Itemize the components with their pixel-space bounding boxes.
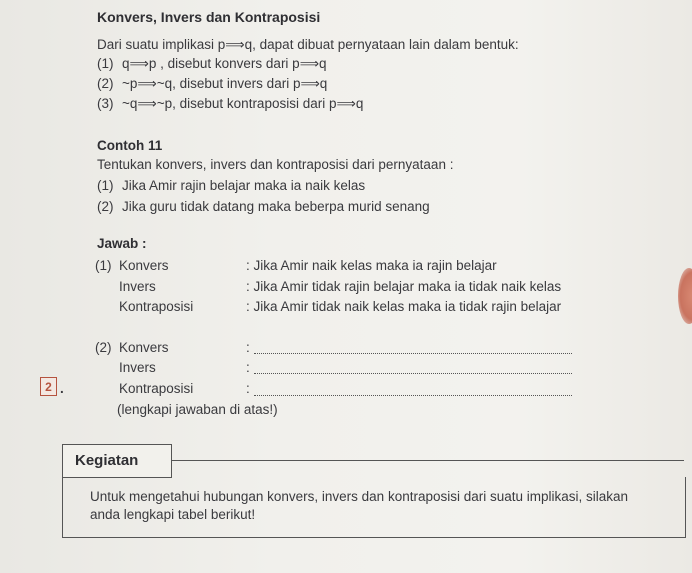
form-item-num: (3) bbox=[97, 96, 114, 111]
answer-label-kontraposisi: Kontraposisi bbox=[119, 381, 194, 396]
fill-in-line-konvers[interactable] bbox=[254, 353, 572, 354]
intro-text: Dari suatu implikasi p⟹q, dapat dibuat pernyataan lain dalam bentuk: bbox=[97, 37, 519, 52]
answer-colon: : bbox=[246, 340, 250, 355]
answer-part1-num: (1) bbox=[95, 258, 112, 273]
form-item-text: ~p⟹~q, disebut invers dari p⟹q bbox=[122, 76, 328, 91]
example-title: Contoh 11 bbox=[97, 138, 163, 153]
answer-value-invers: : Jika Amir tidak rajin belajar maka ia tidak naik kelas bbox=[246, 279, 562, 294]
answer-title: Jawab : bbox=[97, 236, 147, 251]
example-statement-text: Jika guru tidak datang maka beberpa murid senang bbox=[122, 199, 430, 214]
fill-in-line-invers[interactable] bbox=[254, 373, 572, 374]
form-item-text: ~q⟹~p, disebut kontraposisi dari p⟹q bbox=[122, 96, 364, 111]
example-statement-text: Jika Amir rajin belajar maka ia naik kelas bbox=[122, 178, 366, 193]
answer-label-konvers: Konvers bbox=[119, 258, 169, 273]
activity-title: Kegiatan bbox=[75, 452, 139, 469]
answer-value-kontraposisi: : Jika Amir tidak naik kelas maka ia tidak rajin belajar bbox=[246, 299, 562, 314]
example-statement-num: (2) bbox=[97, 199, 114, 214]
answer-part2-num: (2) bbox=[95, 340, 112, 355]
fill-in-line-kontraposisi[interactable] bbox=[254, 395, 572, 396]
answer-value-konvers: : Jika Amir naik kelas maka ia rajin belajar bbox=[246, 258, 497, 273]
complete-instruction: (lengkapi jawaban di atas!) bbox=[117, 402, 278, 417]
answer-label-konvers: Konvers bbox=[119, 340, 169, 355]
form-item-text: q⟹p , disebut konvers dari p⟹q bbox=[122, 56, 327, 71]
answer-colon: : bbox=[246, 381, 250, 396]
activity-divider bbox=[172, 460, 684, 461]
answer-label-invers: Invers bbox=[119, 360, 156, 375]
form-item-num: (1) bbox=[97, 56, 114, 71]
answer-label-kontraposisi: Kontraposisi bbox=[119, 299, 194, 314]
example-statement-num: (1) bbox=[97, 178, 114, 193]
form-item-num: (2) bbox=[97, 76, 114, 91]
finger-edge bbox=[678, 268, 692, 324]
example-instruction: Tentukan konvers, invers dan kontraposisi dari pernyataan : bbox=[97, 157, 454, 172]
page-number-badge: 2 bbox=[40, 377, 57, 396]
answer-label-invers: Invers bbox=[119, 279, 156, 294]
answer-colon: : bbox=[246, 360, 250, 375]
activity-text-line: Untuk mengetahui hubungan konvers, invers dan kontraposisi dari suatu implikasi, silakan bbox=[90, 489, 629, 504]
page-title: Konvers, Invers dan Kontraposisi bbox=[97, 9, 321, 25]
activity-title-box bbox=[62, 444, 172, 478]
badge-dot: . bbox=[60, 381, 64, 396]
activity-text-line: anda lengkapi tabel berikut! bbox=[90, 507, 256, 522]
